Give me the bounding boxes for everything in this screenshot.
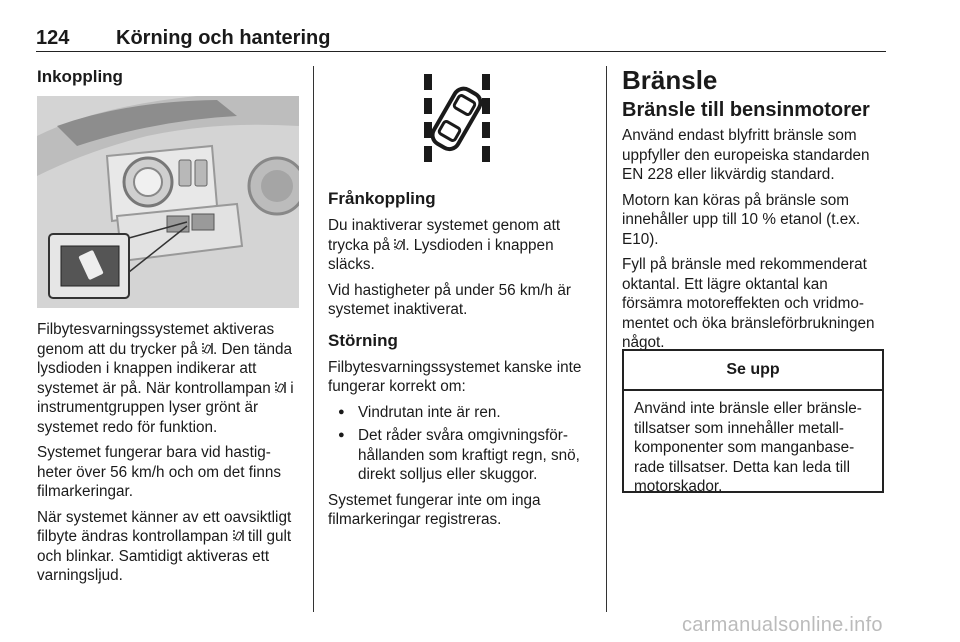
heading-frankoppling: Frånkoppling xyxy=(328,189,436,208)
paragraph-ethanol: Motorn kan köras på bränsle som innehåller upp till 10 % etanol (t.ex. E10). xyxy=(622,191,861,248)
paragraph-activation: Filbytesvarningssystemet aktiveras genom att du trycker på . Den tända lysdioden i knappen indikerar att systemet är på. När kontrollampan i instrumentgruppen lyser grönt är systemet redo för funktion. xyxy=(37,321,294,436)
dashboard-button-photo xyxy=(37,96,299,308)
fault-list xyxy=(328,403,590,485)
paragraph-fault-intro: Filbytesvarningssystemet kanske inte fungerar korrekt om: xyxy=(328,358,582,395)
paragraph-deactivation: Du inaktiverar systemet genom att trycka på . Lysdioden i knappen släcks. xyxy=(328,217,561,273)
paragraph-speed-requirement: Systemet fungerar bara vid hastigheter över 56 km/h och om det finns filmarkeringar. xyxy=(37,444,282,500)
chapter-title-bransle: Bränsle xyxy=(622,65,718,95)
caution-box xyxy=(622,349,884,493)
page-number: 124 xyxy=(36,27,70,49)
column-divider-2 xyxy=(606,66,607,612)
lane-departure-icon xyxy=(394,237,405,250)
section-title: Körning och hantering xyxy=(116,27,331,49)
column-1 xyxy=(37,66,299,94)
caution-title: Se upp xyxy=(624,351,882,391)
paragraph-no-markings: Systemet fungerar inte om inga filmarkeringar registreras. xyxy=(328,491,541,528)
column-divider-1 xyxy=(313,66,314,612)
lane-departure-icon xyxy=(202,341,213,354)
paragraph-unleaded: Använd endast blyfritt bränsle som uppfyller den europeiska standarden EN 228 eller likvärdig standard. xyxy=(622,127,870,183)
column-1-body xyxy=(37,320,299,592)
watermark: carmanualsonline.info xyxy=(682,614,883,636)
lane-departure-icon xyxy=(233,528,244,541)
paragraph-warning: När systemet känner av ett oavsiktligt filbyte ändras kontrollampan till gult och blinkar. Samtidigt aktiveras ett varningsljud. xyxy=(37,508,292,584)
list-item: ● Det råder svåra omgivningsförhållanden som kraftigt regn, snö, direkt solljus eller skuggor. xyxy=(328,426,590,485)
heading-storning: Störning xyxy=(328,330,398,350)
lane-departure-warning-icon-large xyxy=(326,66,590,174)
page-header xyxy=(36,27,886,52)
heading-bensinmotorer: Bränsle till bensinmotorer xyxy=(622,99,870,121)
paragraph-octane: Fyll på bränsle med rekommenderat oktantal. Ett lägre oktantal kan försämra motoreffekten och vridmomentet och öka bränsleförbrukningen något. xyxy=(622,256,875,351)
heading-inkoppling: Inkoppling xyxy=(37,67,123,86)
paragraph-low-speed: Vid hastigheter på under 56 km/h är systemet inaktiverat. xyxy=(328,281,571,318)
list-item: ● Vindrutan inte är ren. xyxy=(328,403,590,423)
column-3 xyxy=(622,64,886,359)
column-2 xyxy=(328,188,590,536)
lane-departure-icon xyxy=(275,380,286,393)
caution-text: Använd inte bränsle eller bränsletillsatser som innehåller metallkomponenter som manganbaserade tillsatser. Detta kan leda till motorskador. xyxy=(634,400,862,495)
